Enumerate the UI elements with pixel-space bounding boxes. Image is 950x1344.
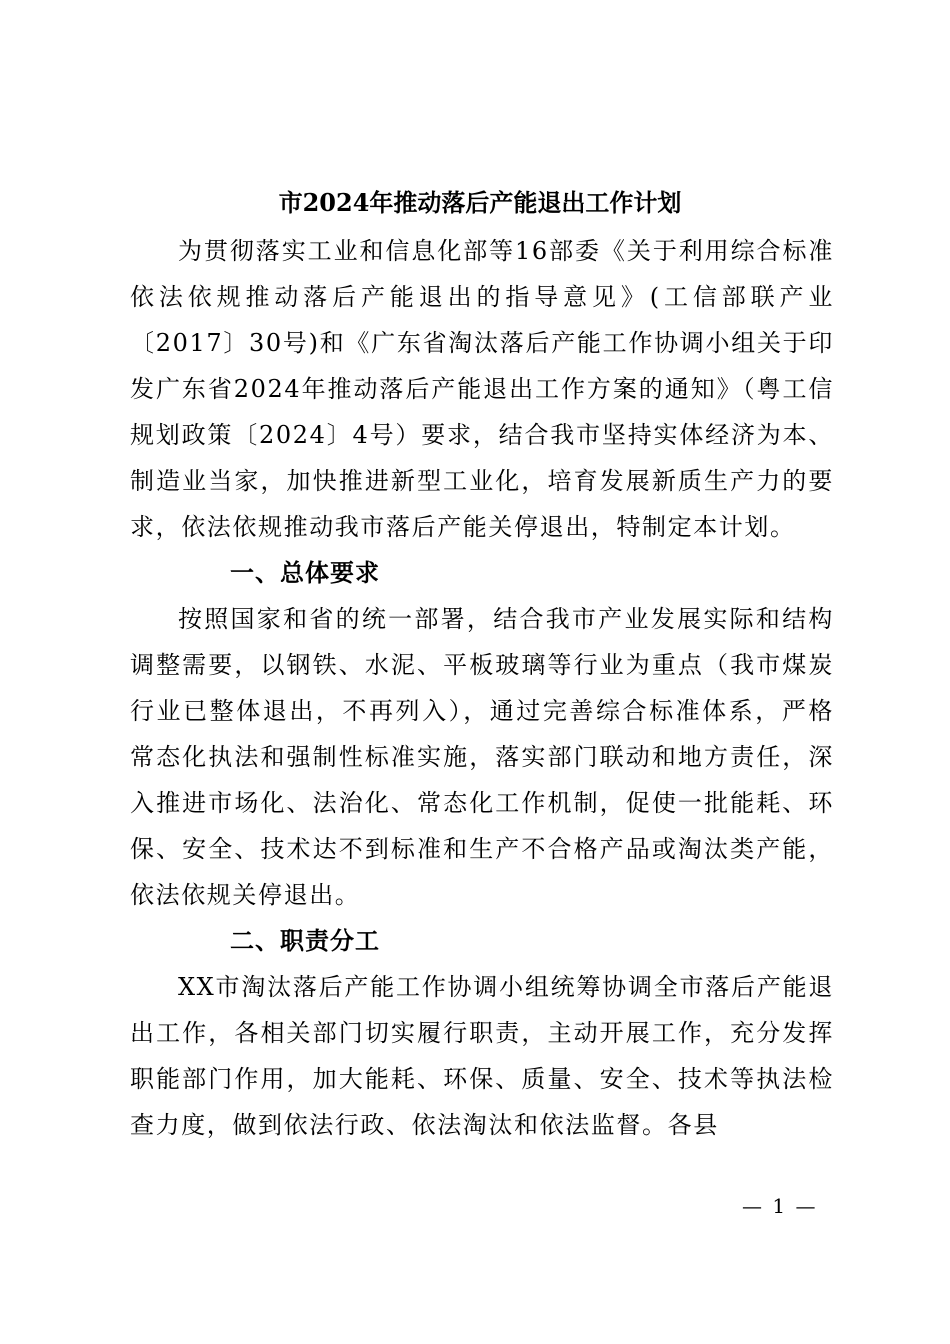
page-number: — 1 — [742, 1194, 818, 1218]
document-title: 市2024年推动落后产能退出工作计划 [278, 188, 682, 217]
intro-paragraph: 为贯彻落实工业和信息化部等16部委《关于利用综合标准依法依规推动落后产能退出的指导意见》(工信部联产业〔2017〕30号)和《广东省淘汰落后产能工作协调小组关于印发广东省2024年推动落后产能退出工作方案的通知》（粤工信规划政策〔2024〕4号）要求，结合我市坚持实体经济为本、制造业当家，加快推进新型工业化，培育发展新质生产力的要求，依法依规推动我市落后产能关停退出，特制定本计划。 [130, 237, 834, 541]
section-heading-overall-requirements: 一、总体要求 [230, 559, 380, 587]
section-paragraph-responsibilities: XX市淘汰落后产能工作协调小组统筹协调全市落后产能退出工作，各相关部门切实履行职责，主动开展工作，充分发挥职能部门作用，加大能耗、环保、质量、安全、技术等执法检查力度，做到依法行政、依法淘汰和依法监督。各县 [130, 973, 834, 1139]
section-heading-responsibilities: 二、职责分工 [230, 927, 380, 955]
section-paragraph-overall-requirements: 按照国家和省的统一部署，结合我市产业发展实际和结构调整需要，以钢铁、水泥、平板玻璃等行业为重点（我市煤炭行业已整体退出，不再列入），通过完善综合标准体系，严格常态化执法和强制性标准实施，落实部门联动和地方责任，深入推进市场化、法治化、常态化工作机制，促使一批能耗、环保、安全、技术达不到标准和生产不合格产品或淘汰类产能，依法依规关停退出。 [130, 605, 834, 909]
